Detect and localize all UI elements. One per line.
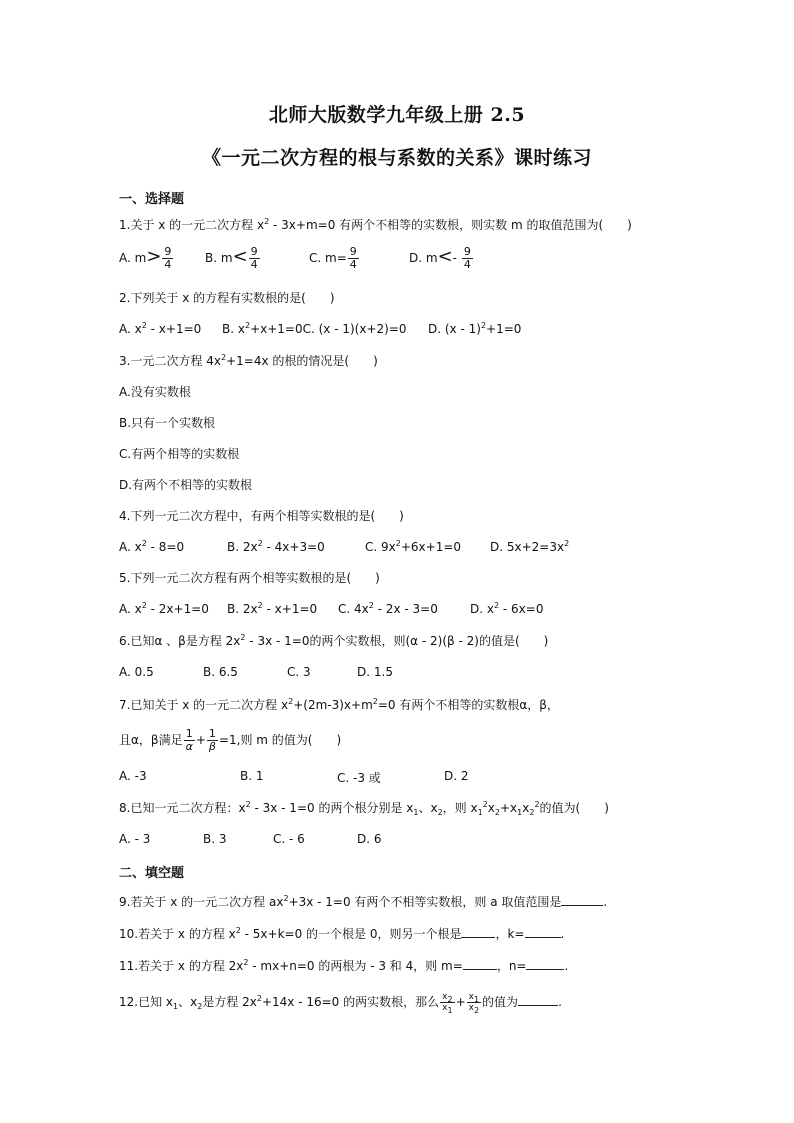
q6-option-d: D. 1.5 — [357, 665, 393, 679]
q4-option-d: D. $5x+2=3x^2$ — [490, 539, 570, 554]
q3-option-d: D.有两个不相等的实数根 — [119, 478, 253, 492]
q4-stem: 4.下列一元二次方程中，有两个相等实数根的是( ) — [119, 509, 404, 523]
q2-option-bc: B. $x^2+x+1=0C$. (x - 1)(x+2)=0 — [222, 321, 407, 336]
q7-stem: 7.已知关于 x 的一元二次方程 $x^2+(2m-3)x+m^2=0$ 有两个不相等的实数根α，β， — [119, 697, 559, 712]
q3-option-a: A.没有实数根 — [119, 385, 191, 399]
q1-stem: 1.关于 x 的一元二次方程 $x^2 - 3x+m=0$ 有两个不相等的实数根，则实数 m 的取值范围为( ) — [119, 217, 632, 232]
q6-option-a: A. 0.5 — [119, 665, 154, 679]
q2-option-d: D. (x - 1)$^2$+1=0 — [428, 321, 522, 336]
answer-blank[interactable] — [463, 957, 497, 970]
q3-option-b: B.只有一个实数根 — [119, 416, 216, 430]
q5-option-b: B. $2x^2 - x+1=0$ — [227, 601, 318, 616]
q4-option-c: C. $9x^2+6x+1=0$ — [365, 539, 462, 554]
q5-option-c: C. $4x^2 - 2x - 3=0$ — [338, 601, 438, 616]
page-title: 北师大版数学九年级上册 2.5 — [268, 104, 526, 126]
q4-option-a: A. $x^2 - 8=0$ — [119, 539, 185, 554]
q8-stem: 8.已知一元二次方程：$x^2 - 3x - 1=0$ 的两个根分别是 $x_1$、$x_2$，则 $x_1^2x_2+x_1x_2^2$的值为( ) — [119, 800, 609, 817]
q5-option-a: A. $x^2 - 2x+1=0$ — [119, 601, 209, 616]
q12-stem: 12.已知 $x_1$、$x_2$是方程 $2x^2+14x - 16=0$ 的两实数根，那么 $\frac{x_2}{x_1}$ + $\frac{x_1}{x_2}$ 的值为 . — [119, 992, 562, 1015]
q2-stem: 2.下列关于 x 的方程有实数根的是( ) — [119, 291, 335, 305]
q6-stem: 6.已知α 、β是方程 $2x^2 - 3x - 1=0$的两个实数根，则(α - 2)(β - 2)的值是( ) — [119, 633, 549, 648]
q3-option-c: C.有两个相等的实数根 — [119, 447, 240, 461]
q7-option-b: B. 1 — [240, 769, 264, 783]
q7-option-a: A. -3 — [119, 769, 147, 783]
q1-option-a: A. m> $\frac{9}{4}$ — [119, 245, 172, 271]
answer-blank[interactable] — [525, 925, 561, 938]
q4-option-b: B. $2x^2 - 4x+3=0$ — [227, 539, 325, 554]
q5-option-d: D. $x^2 - 6x=0$ — [470, 601, 544, 616]
q6-option-b: B. 6.5 — [203, 665, 238, 679]
q8-option-c: C. - 6 — [273, 832, 305, 846]
answer-blank[interactable] — [561, 893, 603, 906]
q3-stem: 3.一元二次方程 $4x^2+1=4x$ 的根的情况是( ) — [119, 353, 378, 368]
q1-option-c: C. m= $\frac{9}{4}$ — [309, 245, 357, 271]
q1-option-d: D. m<- $\frac{9}{4}$ — [409, 245, 471, 271]
q7-option-d: D. 2 — [444, 769, 469, 783]
q11-stem: 11.若关于 x 的方程 $2x^2 - mx+n=0$ 的两根为 - 3 和 4，则 m= ，n= . — [119, 958, 569, 973]
q2-option-a: A. $x^2 - x+1=0$ — [119, 321, 202, 336]
q7-condition: 且α，β满足 $\frac{1}{\alpha}$ + $\frac{1}{\beta}$ =1,则 m 的值为( ) — [119, 727, 342, 753]
section-choice: 一、选择题 — [119, 192, 185, 207]
q7-option-c: C. -3 或 — [337, 771, 381, 785]
section-fill: 二、填空题 — [119, 866, 185, 881]
q8-option-d: D. 6 — [357, 832, 382, 846]
q9-stem: 9.若关于 x 的一元二次方程 $ax^2+3x - 1=0$ 有两个不相等实数根，则 a 取值范围是 . — [119, 894, 608, 909]
q8-option-a: A. - 3 — [119, 832, 151, 846]
q10-stem: 10.若关于 x 的方程 $x^2 - 5x+k=0$ 的一个根是 0，则另一个根是 ，k= . — [119, 926, 565, 941]
q1-option-b: B. m< $\frac{9}{4}$ — [205, 245, 258, 271]
answer-blank[interactable] — [526, 957, 564, 970]
q8-option-b: B. 3 — [203, 832, 227, 846]
q5-stem: 5.下列一元二次方程有两个相等实数根的是( ) — [119, 571, 380, 585]
q6-option-c: C. 3 — [287, 665, 311, 679]
answer-blank[interactable] — [518, 993, 558, 1006]
answer-blank[interactable] — [461, 925, 495, 938]
page-subtitle: 《一元二次方程的根与系数的关系》课时练习 — [201, 147, 592, 169]
